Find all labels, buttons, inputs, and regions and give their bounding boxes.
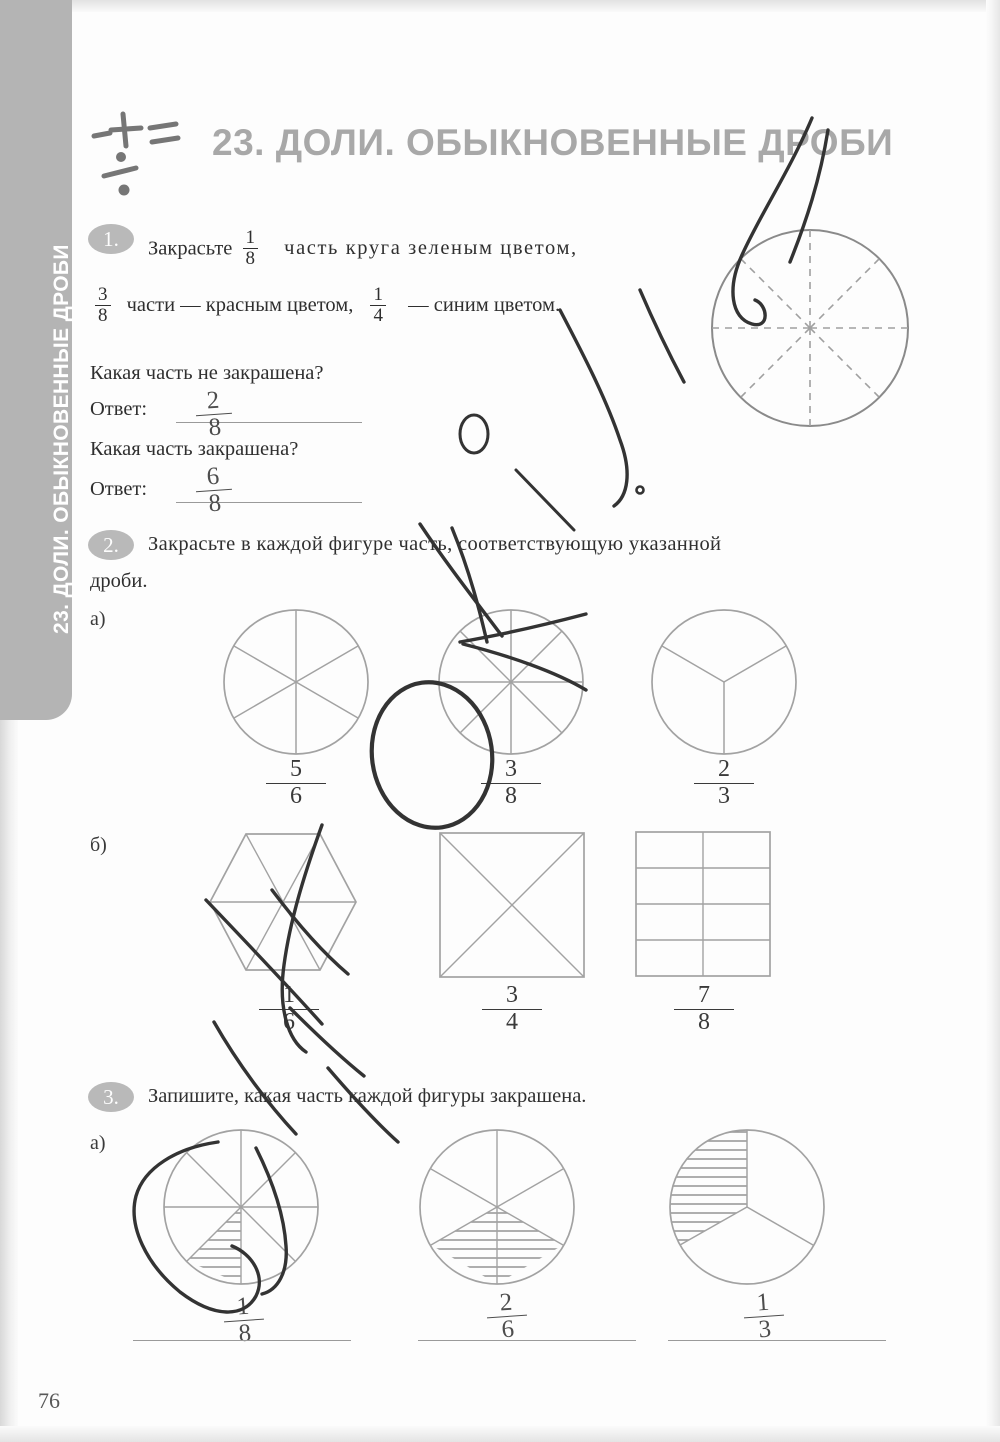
task-1-line-2 [90, 286, 560, 327]
task-2a-circle-3-parts [650, 608, 800, 758]
scan-edge-bottom [0, 1426, 1000, 1442]
task-1-handwritten-answer-2: $\frac{6}{8}$ [194, 463, 234, 519]
task-2b-fraction-3-4: $\frac{3}{4}$ [482, 983, 542, 1036]
task-2b-fraction-1-6: $\frac{1}{6}$ [259, 983, 319, 1036]
task-1-answer-label-2: Ответ: [90, 478, 148, 500]
task-3-row-a-label: a) [90, 1132, 106, 1154]
task-1-text-b: часть круга зеленым цветом, [284, 237, 578, 260]
task-1-fraction-1-8: $\frac{1}{8}$ [243, 228, 259, 269]
task-1-question-1: Какая часть не закрашена? [90, 362, 324, 384]
task-2a-fraction-2-3: $\frac{2}{3}$ [694, 757, 754, 810]
task-3-handwritten-answer-2: $\frac{2}{6}$ [485, 1289, 529, 1345]
task-3-circle-3-parts [668, 1128, 828, 1288]
task-2b-square-4-parts [437, 830, 587, 980]
scan-edge-top [0, 0, 1000, 12]
task-2-text-line-1: Закрасьте в каждой фигуре часть, соответствующую указанной [148, 533, 722, 555]
task-2-row-a-label: a) [90, 608, 106, 630]
task-2a-circle-6-parts [222, 608, 372, 758]
task-2b-grid-rectangle-8-parts [634, 830, 774, 978]
page-title: 23. ДОЛИ. ОБЫКНОВЕННЫЕ ДРОБИ [212, 122, 894, 163]
task-2-text-line-2: дроби. [90, 570, 148, 592]
task-3-handwritten-answer-1: $\frac{1}{8}$ [222, 1293, 266, 1349]
side-tab-label: 23. ДОЛИ. ОБЫКНОВЕННЫЕ ДРОБИ [50, 244, 73, 634]
task-1-question-2: Какая часть закрашена? [90, 438, 299, 460]
task-2b-fraction-7-8: $\frac{7}{8}$ [674, 983, 734, 1036]
task-3-answer-line-1[interactable] [133, 1340, 351, 1341]
page-number: 76 [38, 1388, 60, 1413]
task-2a-circle-8-parts [437, 608, 587, 758]
task-3-text: Запишите, какая часть каждой фигуры закрашена. [148, 1085, 587, 1107]
task-3-circle-6-parts [418, 1128, 578, 1288]
task-1-text-c: части — красным цветом, [126, 294, 354, 317]
task-1-circle-figure [710, 228, 920, 438]
scan-edge-right [986, 0, 1000, 1442]
task-1-text-a: Закрасьте [148, 237, 233, 260]
task-1-handwritten-answer-1: $\frac{2}{8}$ [194, 387, 234, 443]
task-3-answer-line-3[interactable] [668, 1340, 886, 1341]
task-1-fraction-1-4: $\frac{1}{4}$ [370, 285, 386, 326]
task-1-number: 1. [88, 224, 134, 254]
task-3-circle-8-parts [162, 1128, 322, 1288]
task-2-row-b-label: б) [90, 834, 107, 856]
task-1-line-1 [148, 229, 578, 270]
chapter-side-tab [0, 0, 72, 720]
task-1-fraction-3-8: $\frac{3}{8}$ [95, 285, 111, 326]
task-2b-hexagon-6-parts [208, 830, 358, 975]
task-3-handwritten-answer-3: $\frac{1}{3}$ [742, 1289, 786, 1345]
task-1-text-d: — синим цветом. [408, 294, 561, 317]
math-symbols-decoration [88, 100, 208, 200]
task-3-number: 3. [88, 1082, 134, 1112]
task-3-answer-line-2[interactable] [418, 1340, 636, 1341]
task-2a-fraction-3-8: $\frac{3}{8}$ [481, 757, 541, 810]
task-2a-fraction-5-6: $\frac{5}{6}$ [266, 757, 326, 810]
task-1-answer-label-1: Ответ: [90, 398, 148, 420]
task-2-number: 2. [88, 530, 134, 560]
